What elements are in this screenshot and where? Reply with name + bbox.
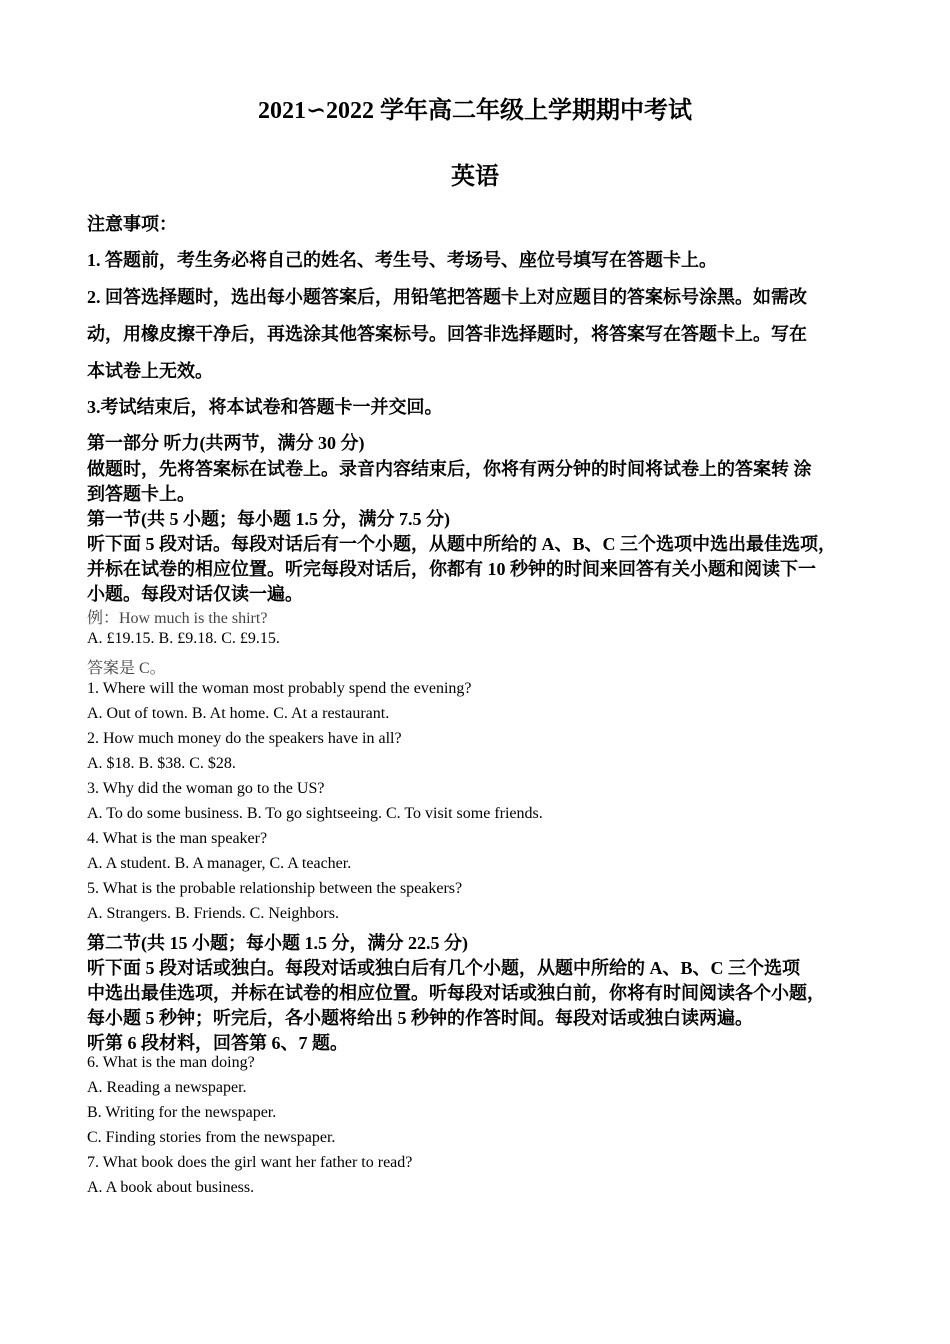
question-options: B. Writing for the newspaper. (87, 1104, 277, 1121)
question-options: A. Out of town. B. At home. C. At a restaurant. (87, 705, 390, 722)
subject-title: 英语 (451, 164, 499, 190)
question-options: A. A student. B. A manager, C. A teacher. (87, 855, 352, 872)
section2-instructions: 每小题 5 秒钟；听完后，各小题将给出 5 秒钟的作答时间。每段对话或独白读两遍。 (87, 1008, 753, 1028)
question-text: 7. What book does the girl want her father to read? (87, 1154, 413, 1171)
example-options: A. £19.15. B. £9.18. C. £9.15. (87, 630, 280, 647)
section1-instructions: 小题。每段对话仅读一遍。 (87, 584, 303, 604)
question-text: 6. What is the man doing? (87, 1054, 255, 1071)
question-text: 3. Why did the woman go to the US? (87, 780, 325, 797)
question-options: A. A book about business. (87, 1179, 255, 1196)
notice-item: 2. 回答选择题时，选出每小题答案后，用铅笔把答题卡上对应题目的答案标号涂黑。如需改 (87, 287, 807, 307)
notice-heading: 注意事项： (87, 214, 177, 234)
question-text: 4. What is the man speaker? (87, 830, 268, 847)
question-text: 2. How much money do the speakers have in all? (87, 730, 402, 747)
exam-title: 2021∽2022 学年高二年级上学期期中考试 (257, 98, 693, 124)
section2-instructions: 听下面 5 段对话或独白。每段对话或独白后有几个小题，从题中所给的 A、B、C 三个选项 (87, 958, 801, 978)
question-options: A. Strangers. B. Friends. C. Neighbors. (87, 905, 339, 922)
section1-instructions: 听下面 5 段对话。每段对话后有一个小题，从题中所给的 A、B、C 三个选项中选出最佳选项， (87, 534, 836, 554)
part1-intro: 到答题卡上。 (87, 484, 195, 504)
question-options: C. Finding stories from the newspaper. (87, 1129, 336, 1146)
question-options: A. Reading a newspaper. (87, 1079, 247, 1096)
notice-item: 动，用橡皮擦干净后，再选涂其他答案标号。回答非选择题时，将答案写在答题卡上。写在 (87, 324, 807, 344)
notice-item: 3.考试结束后，将本试卷和答题卡一并交回。 (87, 397, 443, 417)
notice-item: 本试卷上无效。 (87, 361, 213, 381)
question-options: A. To do some business. B. To go sightseeing. C. To visit some friends. (87, 805, 543, 822)
material-heading: 听第 6 段材料，回答第 6、7 题。 (87, 1033, 348, 1053)
section2-heading: 第二节(共 15 小题；每小题 1.5 分，满分 22.5 分) (87, 933, 468, 953)
section2-instructions: 中选出最佳选项，并标在试卷的相应位置。听每段对话或独白前，你将有时间阅读各个小题， (87, 983, 825, 1003)
question-options: A. $18. B. $38. C. $28. (87, 755, 236, 772)
example-answer: 答案是 C。 (87, 660, 166, 677)
example-question: 例：How much is the shirt? (87, 610, 268, 627)
section1-instructions: 并标在试卷的相应位置。听完每段对话后，你都有 10 秒钟的时间来回答有关小题和阅读下一 (87, 559, 816, 579)
part1-intro: 做题时，先将答案标在试卷上。录音内容结束后，你将有两分钟的时间将试卷上的答案转 涂 (87, 459, 812, 479)
section1-heading: 第一节(共 5 小题；每小题 1.5 分，满分 7.5 分) (87, 509, 450, 529)
question-text: 5. What is the probable relationship between the speakers? (87, 880, 463, 897)
part1-heading: 第一部分 听力(共两节，满分 30 分) (87, 433, 365, 453)
notice-item: 1. 答题前，考生务必将自己的姓名、考生号、考场号、座位号填写在答题卡上。 (87, 250, 717, 270)
question-text: 1. Where will the woman most probably spend the evening? (87, 680, 472, 697)
